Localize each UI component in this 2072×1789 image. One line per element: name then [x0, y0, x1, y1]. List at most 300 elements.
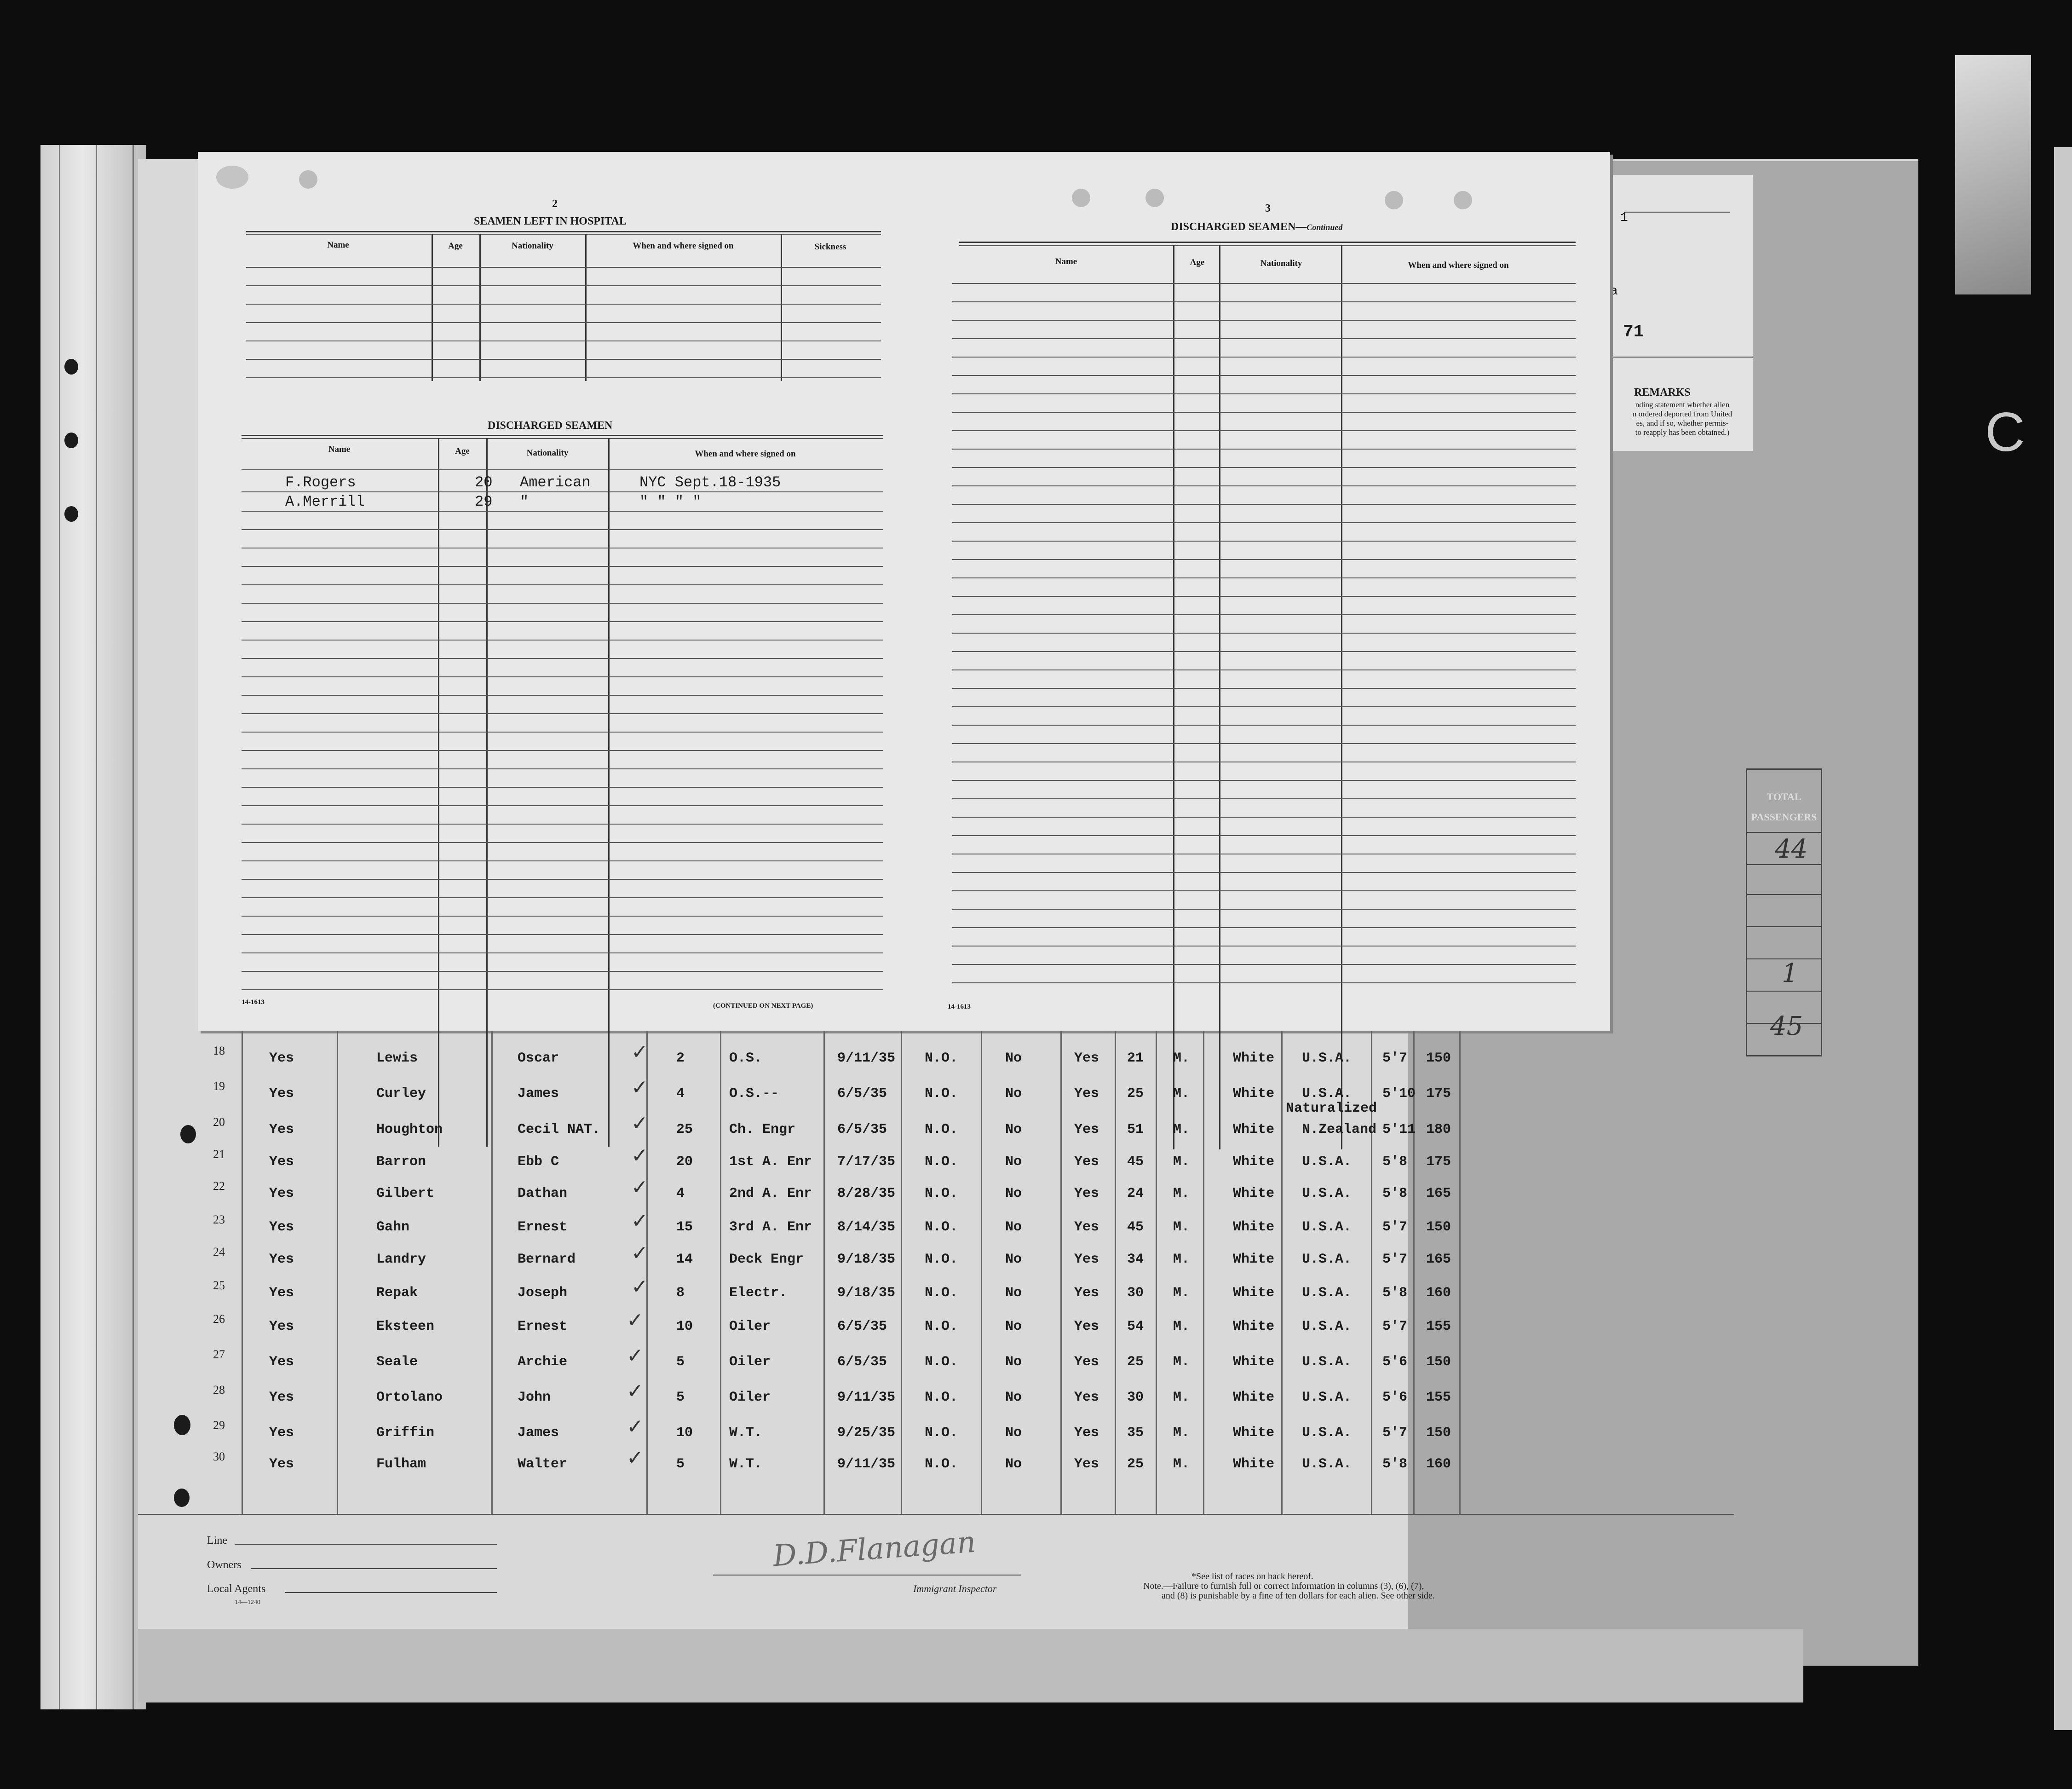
yes-cell: Yes: [1074, 1285, 1099, 1301]
ruled-line: [242, 566, 883, 567]
ruled-line: [952, 320, 1576, 321]
col-header-sickness: Sickness: [814, 242, 846, 252]
naturalized-note: Naturalized: [1286, 1101, 1377, 1116]
yes-cell: Yes: [269, 1252, 294, 1267]
remarks-title: REMARKS: [1634, 387, 1691, 398]
totals-header: TOTAL: [1767, 791, 1801, 802]
ruled-line: [952, 669, 1576, 670]
background-photo-strip: [1955, 55, 2031, 294]
ruled-line: [242, 658, 883, 659]
height-cell: 5'10: [1382, 1086, 1416, 1102]
ruled-line: [242, 750, 883, 751]
discharged-signed-on: " " " ": [639, 493, 702, 510]
punch-hole: [180, 1125, 196, 1143]
col-header-age: Age: [448, 241, 463, 251]
yes-cell: Yes: [1074, 1219, 1099, 1235]
check-mark-icon: ✓: [631, 1040, 648, 1064]
surname-cell: Barron: [376, 1154, 426, 1170]
yes-cell: Yes: [1074, 1354, 1099, 1370]
remarks-line: to reapply has been obtained.): [1635, 428, 1730, 437]
ruled-line: [952, 651, 1576, 652]
remarks-letter: a: [1610, 284, 1618, 299]
yes-cell: Yes: [1074, 1319, 1099, 1334]
ruled-line: [242, 860, 883, 861]
years-cell: 8: [676, 1285, 685, 1301]
ruled-line: [242, 732, 883, 733]
row-number: 21: [213, 1148, 225, 1161]
check-mark-icon: ✓: [631, 1144, 648, 1167]
ruled-line: [242, 916, 883, 917]
side-letter: C: [1985, 401, 2025, 463]
races-note: *See list of races on back hereof.: [1191, 1571, 1313, 1581]
col-header-name: Name: [327, 240, 349, 250]
footer-agents-label: Local Agents: [207, 1583, 266, 1595]
date-signed-cell: 6/5/35: [837, 1354, 887, 1370]
sex-cell: M.: [1173, 1285, 1190, 1301]
sex-cell: M.: [1173, 1390, 1190, 1405]
row-number: 18: [213, 1044, 225, 1057]
ruled-line: [952, 780, 1576, 781]
yes-cell: Yes: [1074, 1390, 1099, 1405]
port-cell: N.O.: [925, 1122, 958, 1137]
discharged-signed-on: NYC Sept.18-1935: [639, 474, 781, 491]
total-passengers-value: 44: [1775, 834, 1808, 864]
discharged-nationality: ": [520, 493, 529, 510]
port-cell: N.O.: [925, 1319, 958, 1334]
ruled-line: [242, 842, 883, 843]
nationality-cell: U.S.A.: [1302, 1086, 1352, 1102]
check-mark-icon: ✓: [627, 1379, 644, 1403]
date-signed-cell: 6/5/35: [837, 1122, 887, 1137]
discharged-name: A.Merrill: [285, 493, 365, 510]
ruled-line: [952, 412, 1576, 413]
rating-cell: Ch. Engr: [729, 1122, 796, 1137]
row-number: 23: [213, 1213, 225, 1226]
age-cell: 24: [1127, 1186, 1144, 1201]
punch-hole: [174, 1415, 190, 1435]
port-cell: N.O.: [925, 1390, 958, 1405]
sex-cell: M.: [1173, 1050, 1190, 1066]
race-cell: White: [1233, 1050, 1275, 1066]
age-cell: 25: [1127, 1086, 1144, 1102]
surname-cell: Eksteen: [376, 1319, 435, 1334]
years-cell: 14: [676, 1252, 693, 1267]
ruled-line: [952, 890, 1576, 891]
page-number-left: 2: [552, 198, 558, 210]
check-mark-icon: ✓: [631, 1076, 648, 1099]
nationality-cell: U.S.A.: [1302, 1456, 1352, 1472]
ruled-line: [952, 467, 1576, 468]
ruled-line: [242, 640, 883, 641]
rating-cell: 3rd A. Enr: [729, 1219, 812, 1235]
weight-cell: 150: [1426, 1425, 1451, 1441]
yes-cell: Yes: [1074, 1086, 1099, 1102]
date-signed-cell: 8/28/35: [837, 1186, 896, 1201]
ruled-line: [242, 952, 883, 953]
date-signed-cell: 6/5/35: [837, 1086, 887, 1102]
col-header-age: Age: [455, 446, 470, 456]
rating-cell: O.S.: [729, 1050, 763, 1066]
check-mark-icon: ✓: [631, 1275, 648, 1298]
ruled-line: [242, 695, 883, 696]
nationality-cell: N.Zealand: [1302, 1122, 1377, 1137]
ruled-line: [242, 805, 883, 806]
yes-cell: Yes: [1074, 1050, 1099, 1066]
given-name-cell: Dathan: [518, 1186, 568, 1201]
punch-hole: [1072, 189, 1090, 207]
yes-cell: Yes: [269, 1456, 294, 1472]
weight-cell: 150: [1426, 1050, 1451, 1066]
yes-cell: Yes: [269, 1050, 294, 1066]
sex-cell: M.: [1173, 1086, 1190, 1102]
ruled-line: [952, 375, 1576, 376]
weight-cell: 160: [1426, 1285, 1451, 1301]
port-cell: N.O.: [925, 1354, 958, 1370]
given-name-cell: Cecil NAT.: [518, 1122, 601, 1137]
ruled-line: [242, 768, 883, 769]
date-signed-cell: 9/11/35: [837, 1390, 896, 1405]
height-cell: 5'7: [1382, 1319, 1408, 1334]
ruled-line: [242, 934, 883, 935]
sex-cell: M.: [1173, 1252, 1190, 1267]
age-cell: 54: [1127, 1319, 1144, 1334]
nationality-cell: U.S.A.: [1302, 1154, 1352, 1170]
remarks-number: 71: [1623, 322, 1644, 342]
sex-cell: M.: [1173, 1186, 1190, 1201]
weight-cell: 165: [1426, 1186, 1451, 1201]
surname-cell: Griffin: [376, 1425, 435, 1441]
ruled-line: [952, 393, 1576, 394]
age-cell: 25: [1127, 1354, 1144, 1370]
surname-cell: Curley: [376, 1086, 426, 1102]
surname-cell: Lewis: [376, 1050, 418, 1066]
check-mark-icon: ✓: [631, 1241, 648, 1265]
yes-cell: Yes: [1074, 1122, 1099, 1137]
years-cell: 10: [676, 1319, 693, 1334]
rating-cell: Electr.: [729, 1285, 788, 1301]
continued-title-suffix: Continued: [1307, 223, 1343, 232]
ruled-line: [242, 787, 883, 788]
ruled-line: [242, 603, 883, 604]
col-header-signed-on: When and where signed on: [695, 449, 796, 459]
given-name-cell: John: [518, 1390, 551, 1405]
race-cell: White: [1233, 1285, 1275, 1301]
weight-cell: 160: [1426, 1456, 1451, 1472]
discharged-age: 20: [475, 474, 493, 491]
yes-cell: Yes: [269, 1354, 294, 1370]
nationality-cell: U.S.A.: [1302, 1050, 1352, 1066]
ruled-line: [952, 357, 1576, 358]
height-cell: 5'8: [1382, 1186, 1408, 1201]
totals-box: [1746, 768, 1822, 1056]
ruled-line: [952, 817, 1576, 818]
age-cell: 35: [1127, 1425, 1144, 1441]
ruled-line: [952, 614, 1576, 615]
rating-cell: O.S.--: [729, 1086, 779, 1102]
ruled-line: [952, 835, 1576, 836]
row-number: 24: [213, 1245, 225, 1258]
race-cell: White: [1233, 1086, 1275, 1102]
ruled-line: [952, 559, 1576, 560]
ruled-line: [952, 872, 1576, 873]
no-cell: No: [1005, 1285, 1022, 1301]
row-number: 19: [213, 1079, 225, 1093]
row-number: 27: [213, 1348, 225, 1361]
surname-cell: Ortolano: [376, 1390, 443, 1405]
check-mark-icon: ✓: [627, 1415, 644, 1438]
race-cell: White: [1233, 1252, 1275, 1267]
weight-cell: 165: [1426, 1252, 1451, 1267]
ruled-line: [242, 989, 883, 990]
rating-cell: 1st A. Enr: [729, 1154, 812, 1170]
check-mark-icon: ✓: [631, 1209, 648, 1233]
fine-note: and (8) is punishable by a fine of ten dollars for each alien. See other side.: [1162, 1591, 1435, 1601]
no-cell: No: [1005, 1122, 1022, 1137]
no-cell: No: [1005, 1456, 1022, 1472]
given-name-cell: Archie: [518, 1354, 568, 1370]
ruled-line: [952, 927, 1576, 928]
weight-cell: 175: [1426, 1154, 1451, 1170]
sex-cell: M.: [1173, 1456, 1190, 1472]
punch-hole: [1454, 191, 1472, 209]
row-number: 26: [213, 1312, 225, 1326]
years-cell: 25: [676, 1122, 693, 1137]
age-cell: 45: [1127, 1154, 1144, 1170]
punch-hole: [64, 433, 78, 448]
rating-cell: W.T.: [729, 1456, 763, 1472]
race-cell: White: [1233, 1154, 1275, 1170]
height-cell: 5'7: [1382, 1425, 1408, 1441]
years-cell: 5: [676, 1390, 685, 1405]
yes-cell: Yes: [269, 1219, 294, 1235]
row-number: 29: [213, 1419, 225, 1432]
ruled-line: [242, 971, 883, 972]
race-cell: White: [1233, 1456, 1275, 1472]
rating-cell: Oiler: [729, 1390, 771, 1405]
yes-cell: Yes: [269, 1122, 294, 1137]
given-name-cell: Joseph: [518, 1285, 568, 1301]
ruled-line: [952, 982, 1576, 983]
ruled-line: [952, 504, 1576, 505]
col-header-signed-on: When and where signed on: [1408, 260, 1509, 270]
sex-cell: M.: [1173, 1154, 1190, 1170]
date-signed-cell: 8/14/35: [837, 1219, 896, 1235]
no-cell: No: [1005, 1186, 1022, 1201]
ruled-line: [242, 529, 883, 530]
date-signed-cell: 9/18/35: [837, 1285, 896, 1301]
continued-section-title: [1171, 221, 1342, 233]
port-cell: N.O.: [925, 1154, 958, 1170]
height-cell: 5'8: [1382, 1154, 1408, 1170]
ruled-line: [952, 449, 1576, 450]
given-name-cell: Ebb C: [518, 1154, 559, 1170]
surname-cell: Houghton: [376, 1122, 443, 1137]
row-number: 30: [213, 1450, 225, 1463]
years-cell: 15: [676, 1219, 693, 1235]
ruled-line: [952, 283, 1576, 284]
hospital-section-title: SEAMEN LEFT IN HOSPITAL: [474, 215, 627, 227]
punch-hole: [299, 170, 317, 189]
race-cell: White: [1233, 1319, 1275, 1334]
race-cell: White: [1233, 1390, 1275, 1405]
yes-cell: Yes: [269, 1319, 294, 1334]
ruled-line: [952, 522, 1576, 523]
inspector-label: Immigrant Inspector: [913, 1583, 997, 1594]
continued-note: (CONTINUED ON NEXT PAGE): [713, 1002, 813, 1010]
check-mark-icon: ✓: [627, 1446, 644, 1470]
height-cell: 5'6: [1382, 1390, 1408, 1405]
punch-hole: [1145, 189, 1164, 207]
background-page-stack: [40, 145, 146, 1709]
weight-cell: 155: [1426, 1319, 1451, 1334]
height-cell: 5'6: [1382, 1354, 1408, 1370]
ruled-line: [952, 706, 1576, 707]
age-cell: 45: [1127, 1219, 1144, 1235]
height-cell: 5'8: [1382, 1285, 1408, 1301]
yes-cell: Yes: [269, 1425, 294, 1441]
failure-note: Note.—Failure to furnish full or correct information in columns (3), (6), (7),: [1143, 1581, 1424, 1591]
ruled-line: [952, 577, 1576, 578]
years-cell: 4: [676, 1086, 685, 1102]
yes-cell: Yes: [269, 1390, 294, 1405]
row-number: 22: [213, 1179, 225, 1193]
nationality-cell: U.S.A.: [1302, 1425, 1352, 1441]
insert-sheet: [198, 152, 1610, 1031]
nationality-cell: U.S.A.: [1302, 1252, 1352, 1267]
weight-cell: 175: [1426, 1086, 1451, 1102]
footer-owners-label: Owners: [207, 1559, 242, 1571]
total-passengers-value: 1: [1782, 958, 1798, 988]
ruled-line: [952, 485, 1576, 486]
surname-cell: Gilbert: [376, 1186, 435, 1201]
check-mark-icon: ✓: [627, 1344, 644, 1368]
totals-header: PASSENGERS: [1751, 811, 1817, 823]
date-signed-cell: 9/11/35: [837, 1050, 896, 1066]
port-cell: N.O.: [925, 1219, 958, 1235]
date-signed-cell: 9/25/35: [837, 1425, 896, 1441]
remarks-instructions: [1616, 400, 1749, 437]
form-number-left: 14-1613: [242, 998, 265, 1006]
remarks-line: es, and if so, whether permis-: [1636, 419, 1729, 427]
height-cell: 5'7: [1382, 1050, 1408, 1066]
given-name-cell: James: [518, 1086, 559, 1102]
age-cell: 25: [1127, 1456, 1144, 1472]
punch-hole: [1385, 191, 1403, 209]
yes-cell: Yes: [1074, 1425, 1099, 1441]
ruled-line: [242, 897, 883, 898]
no-cell: No: [1005, 1252, 1022, 1267]
discharged-section-title: DISCHARGED SEAMEN: [488, 420, 613, 432]
continued-title-main: DISCHARGED SEAMEN—: [1171, 221, 1307, 233]
nationality-cell: U.S.A.: [1302, 1186, 1352, 1201]
no-cell: No: [1005, 1219, 1022, 1235]
sex-cell: M.: [1173, 1122, 1190, 1137]
years-cell: 5: [676, 1354, 685, 1370]
remarks-line: n ordered deported from United: [1632, 410, 1732, 418]
ruled-line: [242, 713, 883, 714]
yes-cell: Yes: [269, 1186, 294, 1201]
remarks-sheet: [1610, 175, 1753, 451]
ruled-line: [952, 688, 1576, 689]
race-cell: White: [1233, 1186, 1275, 1201]
no-cell: No: [1005, 1354, 1022, 1370]
footer-form-number: 14—1240: [235, 1599, 260, 1606]
yes-cell: Yes: [269, 1285, 294, 1301]
form-number-right: 14-1613: [948, 1003, 971, 1010]
years-cell: 20: [676, 1154, 693, 1170]
surname-cell: Fulham: [376, 1456, 426, 1472]
check-mark-icon: ✓: [627, 1309, 644, 1332]
given-name-cell: Walter: [518, 1456, 568, 1472]
ruled-line: [952, 338, 1576, 339]
remarks-line: nding statement whether alien: [1635, 400, 1730, 409]
page-number-right: 3: [1265, 202, 1271, 214]
ruled-line: [952, 541, 1576, 542]
punch-hole: [64, 506, 78, 522]
no-cell: No: [1005, 1390, 1022, 1405]
yes-cell: Yes: [1074, 1186, 1099, 1201]
ruled-line: [242, 824, 883, 825]
ruled-line: [242, 511, 883, 512]
no-cell: No: [1005, 1425, 1022, 1441]
height-cell: 5'7: [1382, 1219, 1408, 1235]
height-cell: 5'11: [1382, 1122, 1416, 1137]
age-cell: 21: [1127, 1050, 1144, 1066]
ruled-line: [952, 301, 1576, 302]
ruled-line: [242, 584, 883, 585]
ruled-line: [952, 430, 1576, 431]
col-header-nationality: Nationality: [526, 448, 569, 458]
no-cell: No: [1005, 1086, 1022, 1102]
weight-cell: 150: [1426, 1219, 1451, 1235]
given-name-cell: Ernest: [518, 1219, 568, 1235]
yes-cell: Yes: [1074, 1252, 1099, 1267]
col-header-nationality: Nationality: [512, 241, 553, 251]
yes-cell: Yes: [269, 1154, 294, 1170]
surname-cell: Seale: [376, 1354, 418, 1370]
total-passengers-value: 45: [1770, 1011, 1803, 1041]
check-mark-icon: ✓: [631, 1112, 648, 1135]
date-signed-cell: 7/17/35: [837, 1154, 896, 1170]
yes-cell: Yes: [269, 1086, 294, 1102]
ruled-line: [952, 798, 1576, 799]
port-cell: N.O.: [925, 1456, 958, 1472]
weight-cell: 155: [1426, 1390, 1451, 1405]
port-cell: N.O.: [925, 1285, 958, 1301]
port-cell: N.O.: [925, 1050, 958, 1066]
sex-cell: M.: [1173, 1219, 1190, 1235]
check-mark-icon: ✓: [631, 1176, 648, 1199]
no-cell: No: [1005, 1319, 1022, 1334]
nationality-cell: U.S.A.: [1302, 1390, 1352, 1405]
race-cell: White: [1233, 1425, 1275, 1441]
years-cell: 4: [676, 1186, 685, 1201]
years-cell: 2: [676, 1050, 685, 1066]
rating-cell: Oiler: [729, 1319, 771, 1334]
col-header-nationality: Nationality: [1260, 259, 1302, 268]
rating-cell: W.T.: [729, 1425, 763, 1441]
surname-cell: Landry: [376, 1252, 426, 1267]
col-header-signed-on: When and where signed on: [633, 241, 734, 251]
given-name-cell: James: [518, 1425, 559, 1441]
ruled-line: [952, 909, 1576, 910]
surname-cell: Gahn: [376, 1219, 410, 1235]
row-number: 28: [213, 1383, 225, 1397]
sex-cell: M.: [1173, 1319, 1190, 1334]
row-number: 25: [213, 1279, 225, 1292]
row-number: 20: [213, 1115, 225, 1129]
given-name-cell: Bernard: [518, 1252, 576, 1267]
